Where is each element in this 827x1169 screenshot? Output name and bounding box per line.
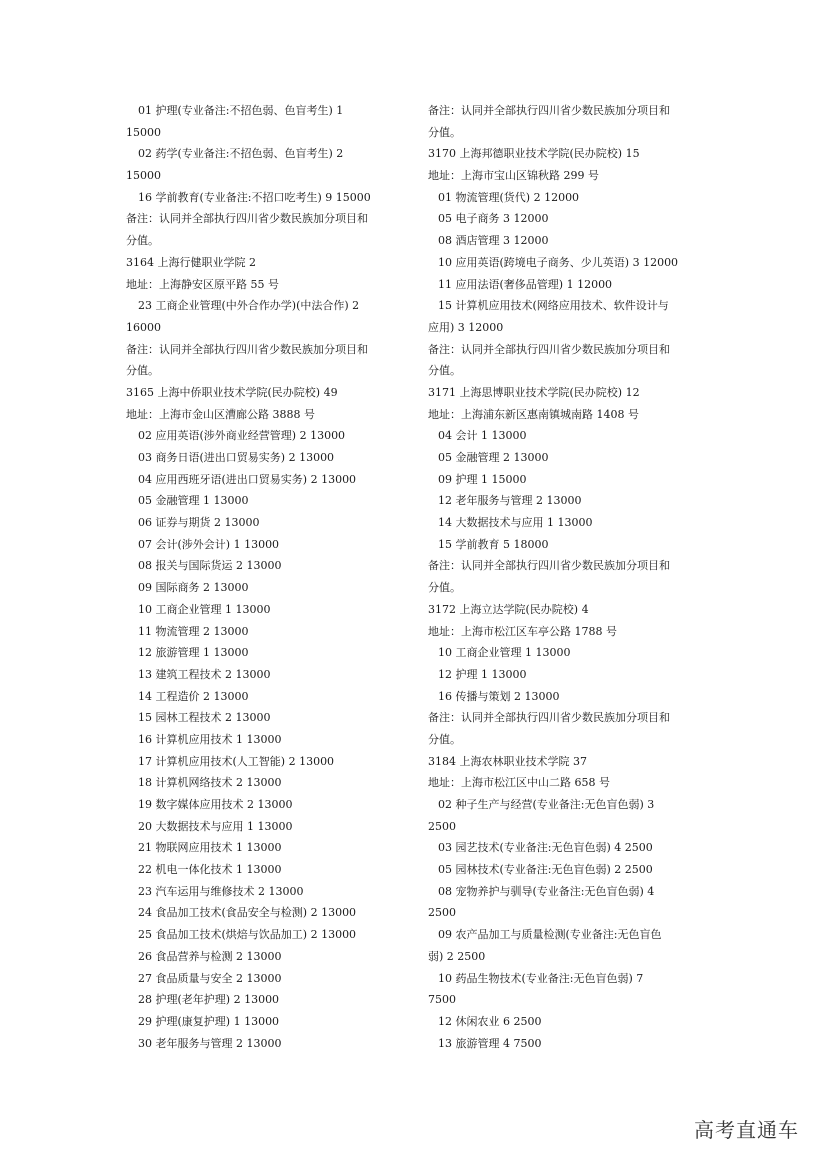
text-line: 04 应用西班牙语(进出口贸易实务) 2 13000 (138, 472, 357, 486)
text-line: 22 机电一体化技术 1 13000 (138, 863, 282, 877)
text-line: 应用) 3 12000 (428, 320, 504, 334)
text-line: 05 金融管理 2 13000 (438, 451, 549, 464)
text-line: 29 护理(康复护理) 1 13000 (138, 1014, 280, 1028)
text-line: 备注：认同并全部执行四川省少数民族加分项目和 (126, 342, 368, 356)
text-line: 19 数字媒体应用技术 2 13000 (138, 798, 293, 811)
text-line: 15000 (126, 125, 161, 139)
text-line: 3164 上海行健职业学院 2 (126, 255, 256, 269)
text-line: 08 酒店管理 3 12000 (438, 234, 549, 248)
text-line: 地址：上海市金山区漕廊公路 3888 号 (126, 407, 315, 421)
text-line: 地址：上海静安区原平路 55 号 (126, 277, 279, 291)
text-line: 12 老年服务与管理 2 13000 (438, 494, 582, 508)
text-line: 17 计算机应用技术(人工智能) 2 13000 (138, 754, 335, 768)
text-line: 3184 上海农林职业技术学院 37 (428, 754, 587, 768)
text-line: 08 报关与国际货运 2 13000 (138, 559, 282, 573)
text-line: 30 老年服务与管理 2 13000 (138, 1036, 282, 1050)
text-line: 03 商务日语(进出口贸易实务) 2 13000 (138, 451, 335, 464)
text-line: 备注：认同并全部执行四川省少数民族加分项目和 (428, 104, 670, 117)
text-line: 14 工程造价 2 13000 (138, 689, 249, 703)
text-line: 10 应用英语(跨境电子商务、少儿英语) 3 12000 (438, 255, 679, 269)
text-line: 28 护理(老年护理) 2 13000 (138, 993, 280, 1007)
text-line: 地址：上海市松江区车亭公路 1788 号 (428, 624, 617, 638)
text-line: 10 工商企业管理 1 13000 (438, 646, 571, 660)
text-line: 12 护理 1 13000 (438, 667, 527, 681)
text-line: 05 电子商务 3 12000 (438, 212, 549, 226)
text-line: 分值。 (428, 364, 461, 378)
text-line: 18 计算机网络技术 2 13000 (138, 776, 282, 790)
text-line: 08 宠物养护与驯导(专业备注:无色盲色弱) 4 (438, 884, 655, 898)
text-line: 11 应用法语(奢侈品管理) 1 12000 (438, 277, 613, 291)
text-line: 02 种子生产与经营(专业备注:无色盲色弱) 3 (438, 798, 655, 811)
text-line: 7500 (428, 993, 456, 1007)
text-line: 16 计算机应用技术 1 13000 (138, 732, 282, 746)
text-line: 地址：上海市松江区中山二路 658 号 (428, 776, 610, 790)
text-line: 12 旅游管理 1 13000 (138, 646, 249, 660)
text-line: 20 大数据技术与应用 1 13000 (138, 819, 293, 833)
text-line: 10 工商企业管理 1 13000 (138, 602, 271, 616)
text-line: 23 工商企业管理(中外合作办学)(中法合作) 2 (138, 299, 360, 313)
text-line: 15 园林工程技术 2 13000 (138, 711, 271, 725)
text-line: 15000 (126, 169, 161, 183)
text-line: 10 药品生物技术(专业备注:无色盲色弱) 7 (438, 971, 644, 985)
text-line: 06 证券与期货 2 13000 (138, 516, 260, 530)
text-line: 24 食品加工技术(食品安全与检测) 2 13000 (138, 906, 357, 920)
text-line: 分值。 (428, 732, 461, 746)
text-line: 13 旅游管理 4 7500 (438, 1036, 542, 1050)
text-line: 分值。 (126, 364, 159, 378)
text-line: 14 大数据技术与应用 1 13000 (438, 516, 593, 530)
text-line: 备注：认同并全部执行四川省少数民族加分项目和 (126, 212, 368, 226)
text-line: 地址：上海市宝山区锦秋路 299 号 (428, 169, 599, 183)
text-line: 11 物流管理 2 13000 (138, 624, 249, 638)
text-line: 3170 上海邦德职业技术学院(民办院校) 15 (428, 147, 640, 161)
text-line: 弱) 2 2500 (428, 949, 486, 963)
text-line: 16 传播与策划 2 13000 (438, 689, 560, 703)
text-line: 09 国际商务 2 13000 (138, 581, 249, 595)
text-line: 05 园林技术(专业备注:无色盲色弱) 2 2500 (438, 863, 653, 877)
text-line: 分值。 (428, 581, 461, 595)
text-line: 01 护理(专业备注:不招色弱、色盲考生) 1 (138, 104, 344, 117)
text-line: 备注：认同并全部执行四川省少数民族加分项目和 (428, 559, 670, 573)
text-line: 分值。 (428, 125, 461, 139)
watermark-text: 高考直通车 (694, 1118, 799, 1142)
text-line: 02 药学(专业备注:不招色弱、色盲考生) 2 (138, 147, 344, 161)
text-line: 16 学前教育(专业备注:不招口吃考生) 9 15000 (138, 190, 371, 204)
text-line: 2500 (428, 906, 456, 920)
text-line: 3171 上海思博职业技术学院(民办院校) 12 (428, 385, 640, 399)
text-line: 2500 (428, 819, 456, 833)
text-line: 04 会计 1 13000 (438, 429, 527, 443)
text-line: 分值。 (126, 234, 159, 248)
text-line: 09 农产品加工与质量检测(专业备注:无色盲色 (438, 928, 662, 942)
text-line: 15 学前教育 5 18000 (438, 537, 549, 551)
text-line: 25 食品加工技术(烘焙与饮品加工) 2 13000 (138, 928, 357, 942)
text-line: 3172 上海立达学院(民办院校) 4 (428, 602, 589, 616)
text-line: 12 休闲农业 6 2500 (438, 1014, 542, 1028)
text-line: 02 应用英语(涉外商业经营管理) 2 13000 (138, 429, 346, 443)
text-line: 21 物联网应用技术 1 13000 (138, 841, 282, 855)
text-line: 27 食品质量与安全 2 13000 (138, 971, 282, 985)
text-line: 09 护理 1 15000 (438, 472, 527, 486)
right-column (428, 100, 708, 1054)
text-line: 05 金融管理 1 13000 (138, 494, 249, 508)
text-line: 03 园艺技术(专业备注:无色盲色弱) 4 2500 (438, 841, 653, 855)
text-line: 01 物流管理(货代) 2 12000 (438, 190, 580, 204)
text-line: 16000 (126, 320, 161, 334)
left-column (126, 100, 404, 1054)
text-line: 备注：认同并全部执行四川省少数民族加分项目和 (428, 342, 670, 356)
text-line: 26 食品营养与检测 2 13000 (138, 949, 282, 963)
text-line: 15 计算机应用技术(网络应用技术、软件设计与 (438, 299, 669, 313)
text-line: 23 汽车运用与维修技术 2 13000 (138, 884, 304, 898)
text-line: 13 建筑工程技术 2 13000 (138, 667, 271, 681)
text-line: 3165 上海中侨职业技术学院(民办院校) 49 (126, 385, 338, 399)
text-line: 07 会计(涉外会计) 1 13000 (138, 537, 280, 551)
text-line: 备注：认同并全部执行四川省少数民族加分项目和 (428, 711, 670, 725)
text-line: 地址：上海浦东新区惠南镇城南路 1408 号 (428, 407, 639, 421)
